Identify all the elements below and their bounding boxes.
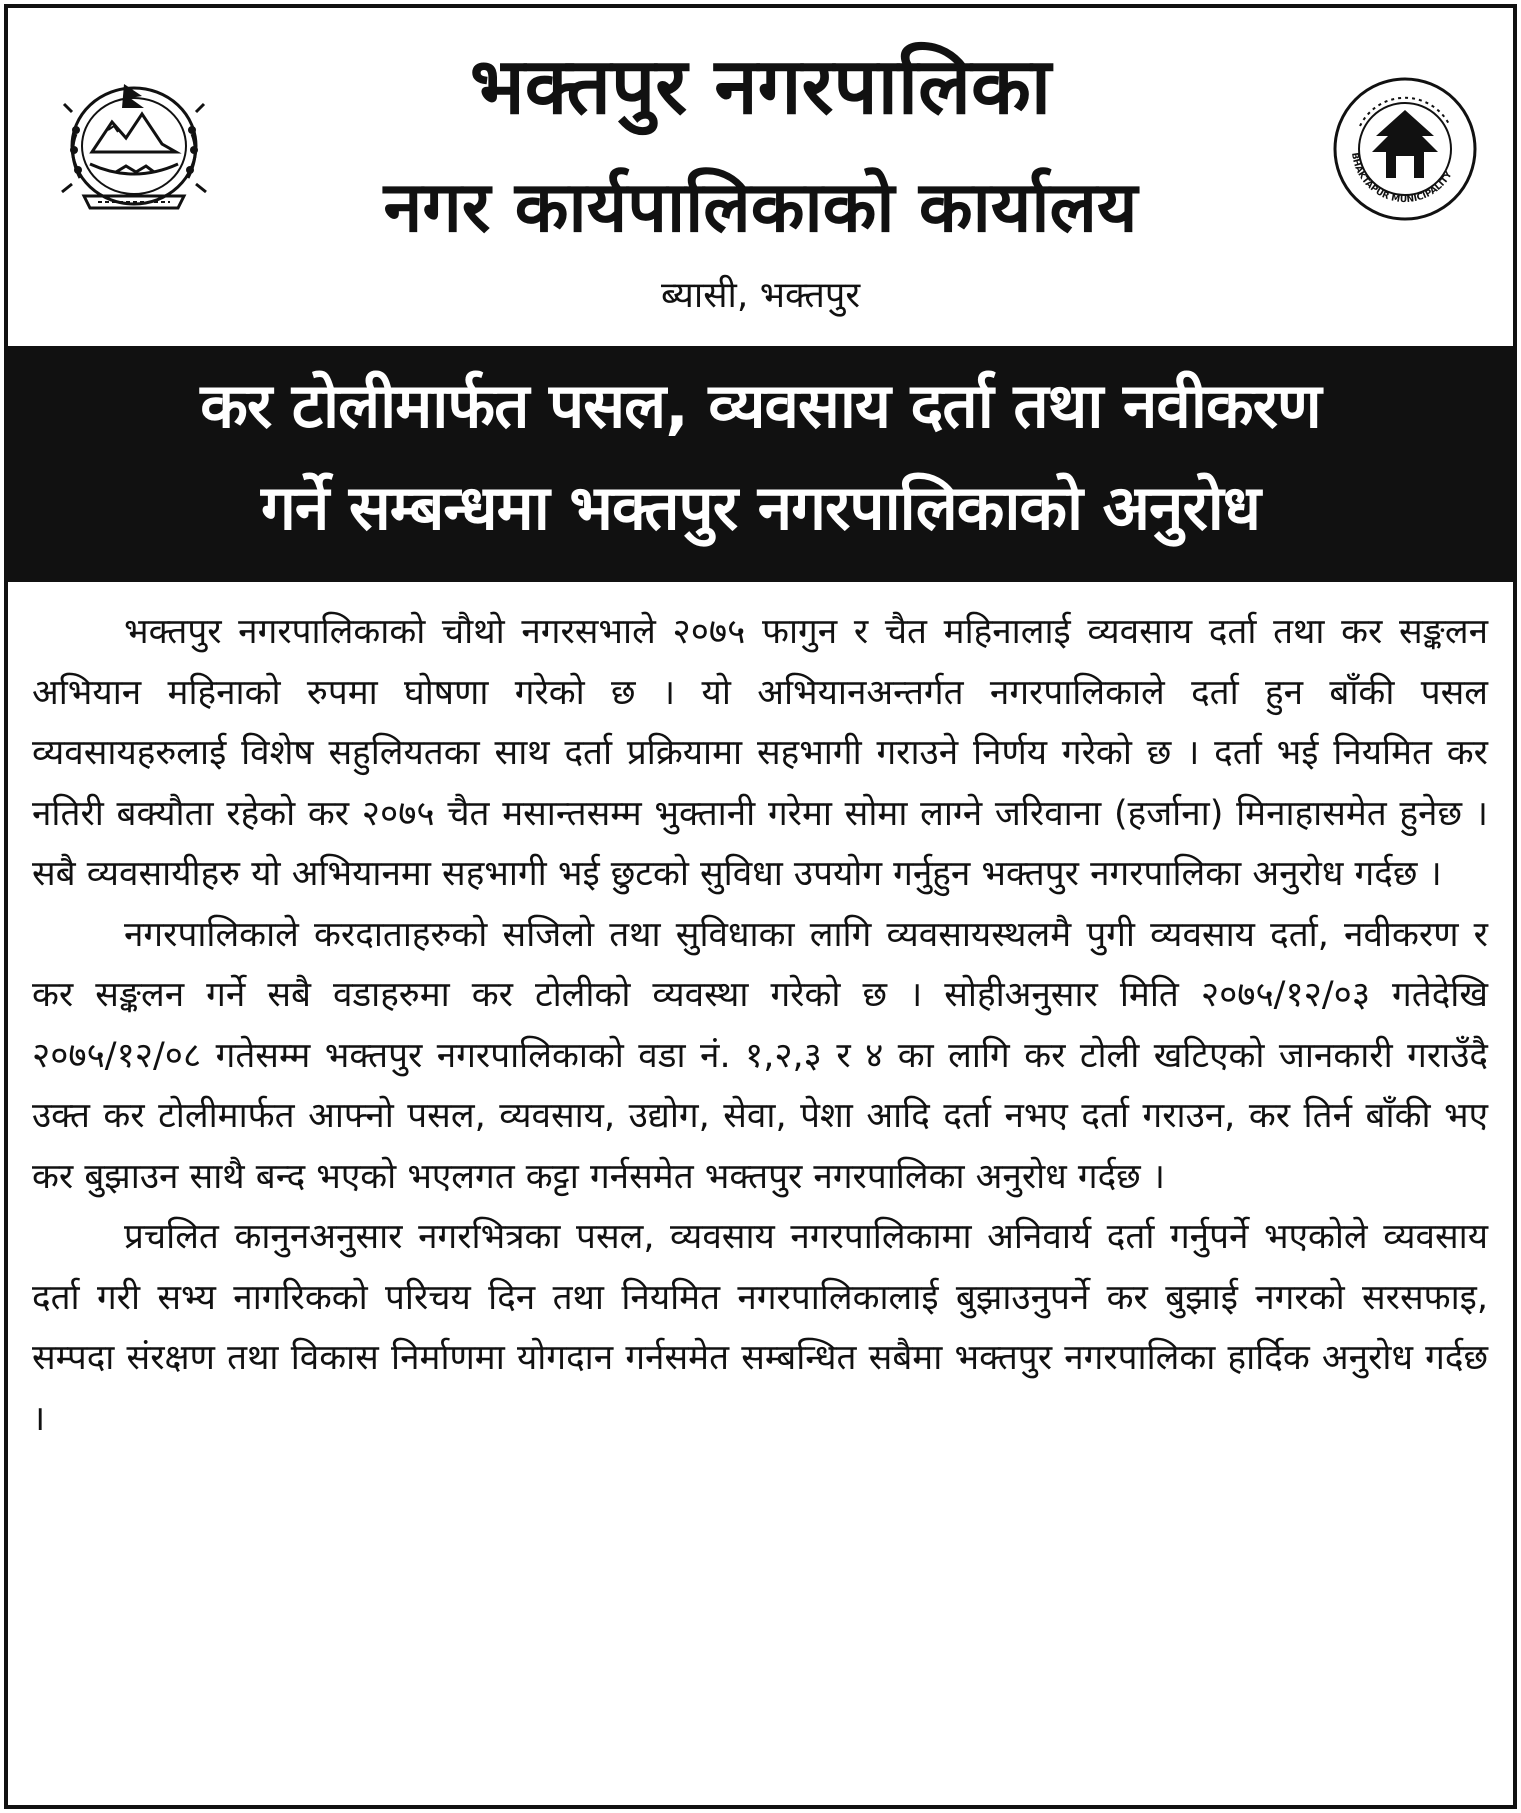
notice-body <box>32 602 1488 1449</box>
bhaktapur-municipality-logo-icon <box>1330 74 1480 224</box>
municipality-logo-text: BHAKTAPUR MUNICIPALITY <box>1349 151 1455 206</box>
notice-frame <box>4 4 1517 1809</box>
notice-heading-line-2: गर्ने सम्बन्धमा भक्तपुर नगरपालिकाको अनुरोध <box>260 471 1260 544</box>
notice-heading-line-1: कर टोलीमार्फत पसल, व्यवसाय दर्ता तथा नवीकरण <box>200 369 1321 442</box>
office-address: ब्यासी, भक्तपुर <box>660 275 861 316</box>
notice-paragraph: भक्तपुर नगरपालिकाको चौथो नगरसभाले २०७५ फागुन र चैत महिनालाई व्यवसाय दर्ता तथा कर सङ्कलन अभियान महिनाको रुपमा घोषणा गरेको छ । यो अभियानअन्तर्गत नगरपालिकाले दर्ता हुन बाँकी पसल व्यवसायहरुलाई विशेष सहुलियतका साथ दर्ता प्रक्रियामा सहभागी गराउने निर्णय गरेको छ । दर्ता भई नियमित कर नतिरी बक्यौता रहेको कर २०७५ चैत मसान्तसम्म भुक्तानी गरेमा सोमा लाग्ने जरिवाना (हर्जाना) मिनाहासमेत हुनेछ । सबै व्यवसायीहरु यो अभियानमा सहभागी भई छुटको सुविधा उपयोग गर्नुहुन भक्तपुर नगरपालिका अनुरोध गर्दछ । <box>32 612 1488 894</box>
office-subtitle: नगर कार्यपालिकाको कार्यालय <box>383 166 1138 248</box>
notice-heading-banner <box>8 346 1513 582</box>
notice-paragraph: नगरपालिकाले करदाताहरुको सजिलो तथा सुविधाका लागि व्यवसायस्थलमै पुगी व्यवसाय दर्ता, नवीकरण र कर सङ्कलन गर्ने सबै वडाहरुमा कर टोलीको व्यवस्था गरेको छ । सोहीअनुसार मिति २०७५/१२/०३ गतेदेखि २०७५/१२/०८ गतेसम्म भक्तपुर नगरपालिकाको वडा नं. १,२,३ र ४ का लागि कर टोली खटिएको जानकारी गराउँदै उक्त कर टोलीमार्फत आफ्नो पसल, व्यवसाय, उद्योग, सेवा, पेशा आदि दर्ता नभए दर्ता गराउन, कर तिर्न बाँकी भए कर बुझाउन साथै बन्द भएको भएलगत कट्टा गर्नसमेत भक्तपुर नगरपालिका अनुरोध गर्दछ । <box>32 914 1488 1197</box>
office-title: भक्तपुर नगरपालिका <box>469 42 1052 132</box>
notice-paragraph: प्रचलित कानुनअनुसार नगरभित्रका पसल, व्यवसाय नगरपालिकामा अनिवार्य दर्ता गर्नुपर्ने भएकोले व्यवसाय दर्ता गरी सभ्य नागरिकको परिचय दिन तथा नियमित नगरपालिकालाई बुझाउनुपर्ने कर बुझाई नगरको सरसफाइ, सम्पदा संरक्षण तथा विकास निर्माणमा योगदान गर्नसमेत सम्बन्धित सबैमा भक्तपुर नगरपालिका हार्दिक अनुरोध गर्दछ । <box>32 1217 1488 1439</box>
notice-header <box>8 8 1513 346</box>
